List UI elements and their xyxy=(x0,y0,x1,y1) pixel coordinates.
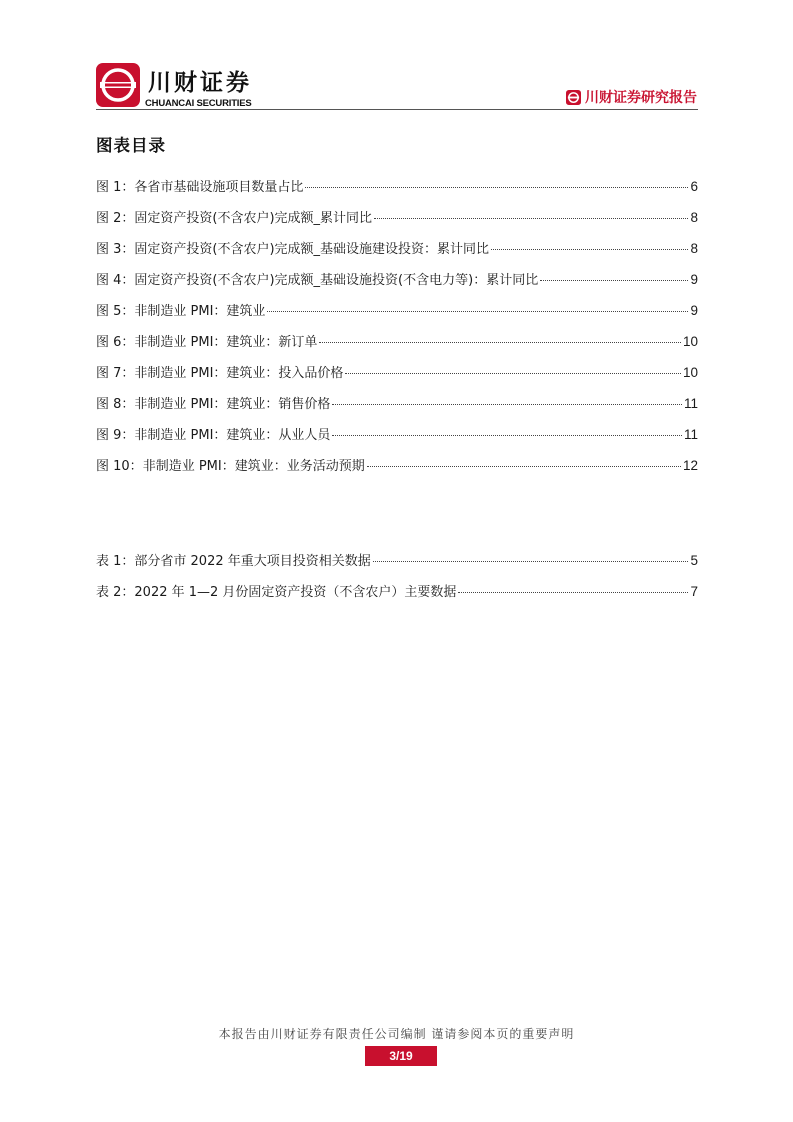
dot-leader xyxy=(332,404,682,405)
entry-title: 各省市基础设施项目数量占比 xyxy=(134,180,304,195)
entry-prefix: 图 8： xyxy=(96,397,135,412)
entry-title: 非制造业 PMI：建筑业：从业人员 xyxy=(134,428,331,443)
entry-page: 12 xyxy=(682,458,698,473)
brand-name-en: CHUANCAI SECURITIES xyxy=(145,98,252,109)
figure-list xyxy=(96,176,698,486)
entry-prefix: 图 7： xyxy=(96,366,135,381)
entry-page: 5 xyxy=(690,553,698,568)
entry-page: 8 xyxy=(690,210,698,225)
entry-prefix: 图 4： xyxy=(96,273,135,288)
dot-leader xyxy=(345,373,681,374)
entry-title: 非制造业 PMI：建筑业：新订单 xyxy=(134,335,318,350)
report-tag-label: 川财证券研究报告 xyxy=(585,90,697,106)
entry-title: 2022 年 1—2 月份固定资产投资（不含农户）主要数据 xyxy=(134,585,457,600)
entry-page: 7 xyxy=(690,584,698,599)
entry-page: 9 xyxy=(690,303,698,318)
dot-leader xyxy=(373,561,688,562)
dot-leader xyxy=(458,592,688,593)
header-divider xyxy=(96,109,698,110)
dot-leader xyxy=(305,187,688,188)
entry-title: 非制造业 PMI：建筑业：销售价格 xyxy=(134,397,331,412)
entry-prefix: 图 10： xyxy=(96,459,143,474)
dot-leader xyxy=(491,249,688,250)
report-logo-icon xyxy=(566,90,581,105)
brand-name-cn: 川财证券 xyxy=(148,70,252,96)
entry-page: 10 xyxy=(682,334,698,349)
page-number-badge: 3/19 xyxy=(365,1046,437,1066)
entry-page: 8 xyxy=(690,241,698,256)
entry-prefix: 图 6： xyxy=(96,335,135,350)
entry-title: 非制造业 PMI：建筑业：业务活动预期 xyxy=(142,459,365,474)
table-list xyxy=(96,550,698,612)
entry-prefix: 图 2： xyxy=(96,211,135,226)
entry-title: 非制造业 PMI：建筑业 xyxy=(134,304,266,319)
toc-entry-table-1[interactable] xyxy=(96,550,698,581)
toc-entry-figure-8[interactable] xyxy=(96,393,698,424)
footer-disclaimer: 本报告由川财证券有限责任公司编制 谨请参阅本页的重要声明 xyxy=(218,1027,575,1041)
entry-prefix: 图 3： xyxy=(96,242,135,257)
entry-page: 9 xyxy=(690,272,698,287)
toc-entry-figure-9[interactable] xyxy=(96,424,698,455)
dot-leader xyxy=(374,218,688,219)
toc-entry-table-2[interactable] xyxy=(96,581,698,612)
toc-entry-figure-10[interactable] xyxy=(96,455,698,486)
entry-prefix: 图 9： xyxy=(96,428,135,443)
toc-entry-figure-3[interactable] xyxy=(96,238,698,269)
dot-leader xyxy=(367,466,681,467)
dot-leader xyxy=(540,280,688,281)
toc-title: 图表目录 xyxy=(96,136,166,155)
entry-page: 10 xyxy=(682,365,698,380)
entry-page: 11 xyxy=(683,427,698,442)
entry-title: 部分省市 2022 年重大项目投资相关数据 xyxy=(134,554,371,569)
entry-prefix: 图 5： xyxy=(96,304,135,319)
toc-entry-figure-2[interactable] xyxy=(96,207,698,238)
dot-leader xyxy=(332,435,682,436)
entry-title: 固定资产投资(不含农户)完成额_累计同比 xyxy=(134,211,373,226)
entry-title: 固定资产投资(不含农户)完成额_基础设施建设投资：累计同比 xyxy=(134,242,490,257)
dot-leader xyxy=(319,342,681,343)
toc-entry-figure-4[interactable] xyxy=(96,269,698,300)
toc-entry-figure-5[interactable] xyxy=(96,300,698,331)
toc-entry-figure-6[interactable] xyxy=(96,331,698,362)
entry-title: 非制造业 PMI：建筑业：投入品价格 xyxy=(134,366,344,381)
entry-page: 11 xyxy=(683,396,698,411)
dot-leader xyxy=(267,311,688,312)
toc-entry-figure-1[interactable] xyxy=(96,176,698,207)
entry-prefix: 表 2： xyxy=(96,585,135,600)
entry-prefix: 图 1： xyxy=(96,180,135,195)
chuancai-logo-icon xyxy=(96,63,140,107)
entry-prefix: 表 1： xyxy=(96,554,135,569)
toc-entry-figure-7[interactable] xyxy=(96,362,698,393)
report-tag xyxy=(566,87,697,107)
entry-page: 6 xyxy=(690,179,698,194)
entry-title: 固定资产投资(不含农户)完成额_基础设施投资(不含电力等)：累计同比 xyxy=(134,273,539,288)
